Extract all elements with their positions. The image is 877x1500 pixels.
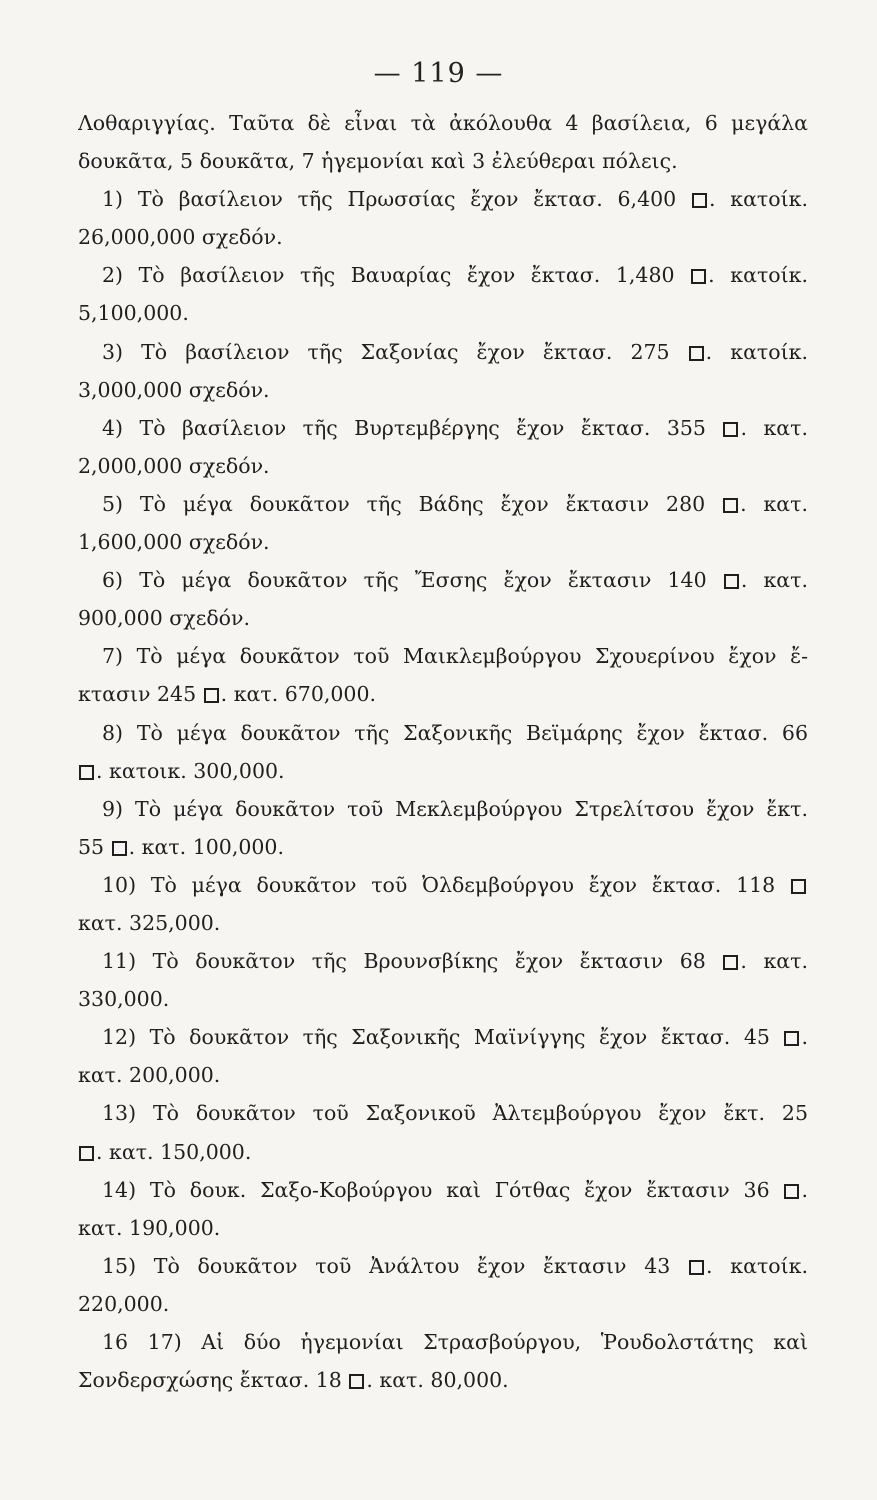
text-segment: δουκᾶτα, 5 δουκᾶτα, 7 ἡγεμονίαι καὶ 3 ἐλεύθεραι πόλεις. — [78, 149, 678, 174]
text-segment: . κατ. — [740, 491, 808, 516]
text-line — [78, 866, 808, 904]
text-segment: 12) Τὸ δουκᾶτον τῆς Σαξονικῆς Μαϊνίγγης ἔχον ἔκτασ. 45 — [102, 1025, 770, 1050]
square-unit-icon — [784, 1184, 799, 1199]
text-segment: 6) Τὸ μέγα δουκᾶτον τῆς Ἔσσης ἔχον ἔκτασιν 140 — [102, 568, 707, 593]
text-segment: 330,000. — [78, 987, 170, 1012]
text-segment: . κατ. — [740, 949, 808, 974]
text-segment: 11) Τὸ δουκᾶτον τῆς Βρουνσβίκης ἔχον ἔκτασιν 68 — [102, 949, 706, 974]
text-segment: . κατοίκ. — [708, 263, 808, 288]
text-segment: 1,600,000 σχεδόν. — [78, 530, 270, 555]
square-unit-icon — [784, 1031, 799, 1046]
text-line — [78, 828, 808, 866]
text-line — [78, 294, 808, 332]
text-line — [78, 104, 808, 142]
text-segment: 26,000,000 σχεδόν. — [78, 225, 283, 250]
text-line — [78, 1056, 808, 1094]
text-segment: . — [801, 1025, 808, 1050]
text-line — [78, 485, 808, 523]
text-line — [78, 1133, 808, 1171]
text-line — [78, 218, 808, 256]
text-line — [78, 980, 808, 1018]
text-segment: κατ. 200,000. — [78, 1063, 221, 1088]
text-segment: 13) Τὸ δουκᾶτον τοῦ Σαξονικοῦ Ἀλτεμβούργου ἔχον ἔκτ. 25 — [102, 1101, 808, 1126]
text-line — [78, 333, 808, 371]
text-segment: . κατοίκ. — [708, 187, 808, 212]
text-segment: κατ. 325,000. — [78, 910, 221, 935]
text-segment: 55 — [78, 834, 105, 859]
text-segment: . κατοίκ. — [705, 339, 808, 364]
text-segment: 10) Τὸ μέγα δουκᾶτον τοῦ Ὀλδεμβούργου ἔχον ἔκτασ. 118 — [102, 872, 776, 897]
text-segment: . κατ. — [740, 568, 808, 593]
text-line — [78, 523, 808, 561]
text-segment: 1) Τὸ βασίλειον τῆς Πρωσσίας ἔχον ἔκτασ. 6,400 — [102, 187, 677, 212]
square-unit-icon — [691, 269, 706, 284]
text-segment: 2) Τὸ βασίλειον τῆς Βαυαρίας ἔχον ἔκτασ. 1,480 — [102, 263, 675, 288]
text-line — [78, 1018, 808, 1056]
square-unit-icon — [689, 346, 704, 361]
text-segment: 5) Τὸ μέγα δουκᾶτον τῆς Βάδης ἔχον ἔκτασιν 280 — [102, 491, 706, 516]
text-segment: Λοθαριγγίας. Ταῦτα δὲ εἶναι τὰ ἀκόλουθα 4 βασίλεια, 6 μεγάλα — [78, 111, 808, 135]
square-unit-icon — [723, 955, 738, 970]
text-segment: . κατοίκ. — [706, 1253, 808, 1278]
square-unit-icon — [692, 193, 707, 208]
text-segment: 3,000,000 σχεδόν. — [78, 377, 270, 402]
text-segment: 14) Τὸ δουκ. Σαξο-Κοβούργου καὶ Γότθας ἔχον ἔκτασιν 36 — [102, 1177, 770, 1202]
square-unit-icon — [204, 688, 219, 703]
text-line — [78, 180, 808, 218]
body-text — [78, 104, 808, 1399]
text-segment: Σονδερσχώσης ἔκτασ. 18 — [78, 1368, 342, 1393]
text-segment: 220,000. — [78, 1291, 170, 1316]
text-line — [78, 1209, 808, 1247]
text-line — [78, 256, 808, 294]
square-unit-icon — [791, 879, 806, 894]
text-line — [78, 1361, 808, 1399]
text-segment: . κατοικ. 300,000. — [96, 758, 285, 783]
text-line — [78, 599, 808, 637]
text-segment: . κατ. 670,000. — [220, 682, 377, 707]
square-unit-icon — [79, 1146, 94, 1161]
text-line — [78, 637, 808, 675]
text-line — [78, 142, 808, 180]
text-line — [78, 904, 808, 942]
text-segment: κατ. 190,000. — [78, 1215, 221, 1240]
text-segment: . κατ. 100,000. — [128, 834, 284, 859]
text-line — [78, 447, 808, 485]
text-line — [78, 561, 808, 599]
square-unit-icon — [724, 574, 739, 589]
text-segment: . — [801, 1177, 808, 1202]
text-line — [78, 942, 808, 980]
text-line — [78, 714, 808, 752]
square-unit-icon — [689, 1260, 704, 1275]
square-unit-icon — [723, 422, 738, 437]
text-segment: 5,100,000. — [78, 301, 189, 326]
square-unit-icon — [112, 841, 127, 856]
text-line — [78, 1094, 808, 1132]
text-segment: 900,000 σχεδόν. — [78, 606, 250, 631]
text-segment: 2,000,000 σχεδόν. — [78, 453, 270, 478]
text-line — [78, 675, 808, 713]
text-segment: . κατ. — [740, 415, 808, 440]
text-segment: . κατ. 80,000. — [366, 1368, 509, 1393]
text-segment: . κατ. 150,000. — [96, 1139, 252, 1164]
text-segment: κτασιν 245 — [78, 682, 197, 707]
text-line — [78, 790, 808, 828]
text-segment: 4) Τὸ βασίλειον τῆς Βυρτεμβέργης ἔχον ἔκτασ. 355 — [102, 415, 706, 440]
text-segment: 15) Τὸ δουκᾶτον τοῦ Ἀνάλτου ἔχον ἔκτασιν 43 — [102, 1253, 671, 1278]
square-unit-icon — [723, 498, 738, 513]
text-segment: 9) Τὸ μέγα δουκᾶτον τοῦ Μεκλεμβούργου Στρελίτσου ἔχον ἔκτ. — [102, 796, 808, 821]
square-unit-icon — [79, 765, 94, 780]
text-line — [78, 1285, 808, 1323]
text-segment: 3) Τὸ βασίλειον τῆς Σαξονίας ἔχον ἔκτασ. 275 — [102, 339, 670, 364]
page-number: — 119 — — [373, 58, 504, 89]
text-segment: 7) Τὸ μέγα δουκᾶτον τοῦ Μαικλεμβούργου Σχουερίνου ἔχον ἔ- — [102, 644, 808, 669]
text-segment: 16 17) Αἱ δύο ἡγεμονίαι Στρασβούργου, Ῥουδολστάτης καὶ — [102, 1330, 808, 1354]
text-line — [78, 409, 808, 447]
text-line — [78, 1247, 808, 1285]
square-unit-icon — [349, 1374, 364, 1389]
text-line — [78, 752, 808, 790]
text-line — [78, 371, 808, 409]
text-line — [78, 1171, 808, 1209]
text-line — [78, 1323, 808, 1361]
text-segment: 8) Τὸ μέγα δουκᾶτον τῆς Σαξονικῆς Βεϊμάρης ἔχον ἔκτασ. 66 — [102, 720, 808, 745]
